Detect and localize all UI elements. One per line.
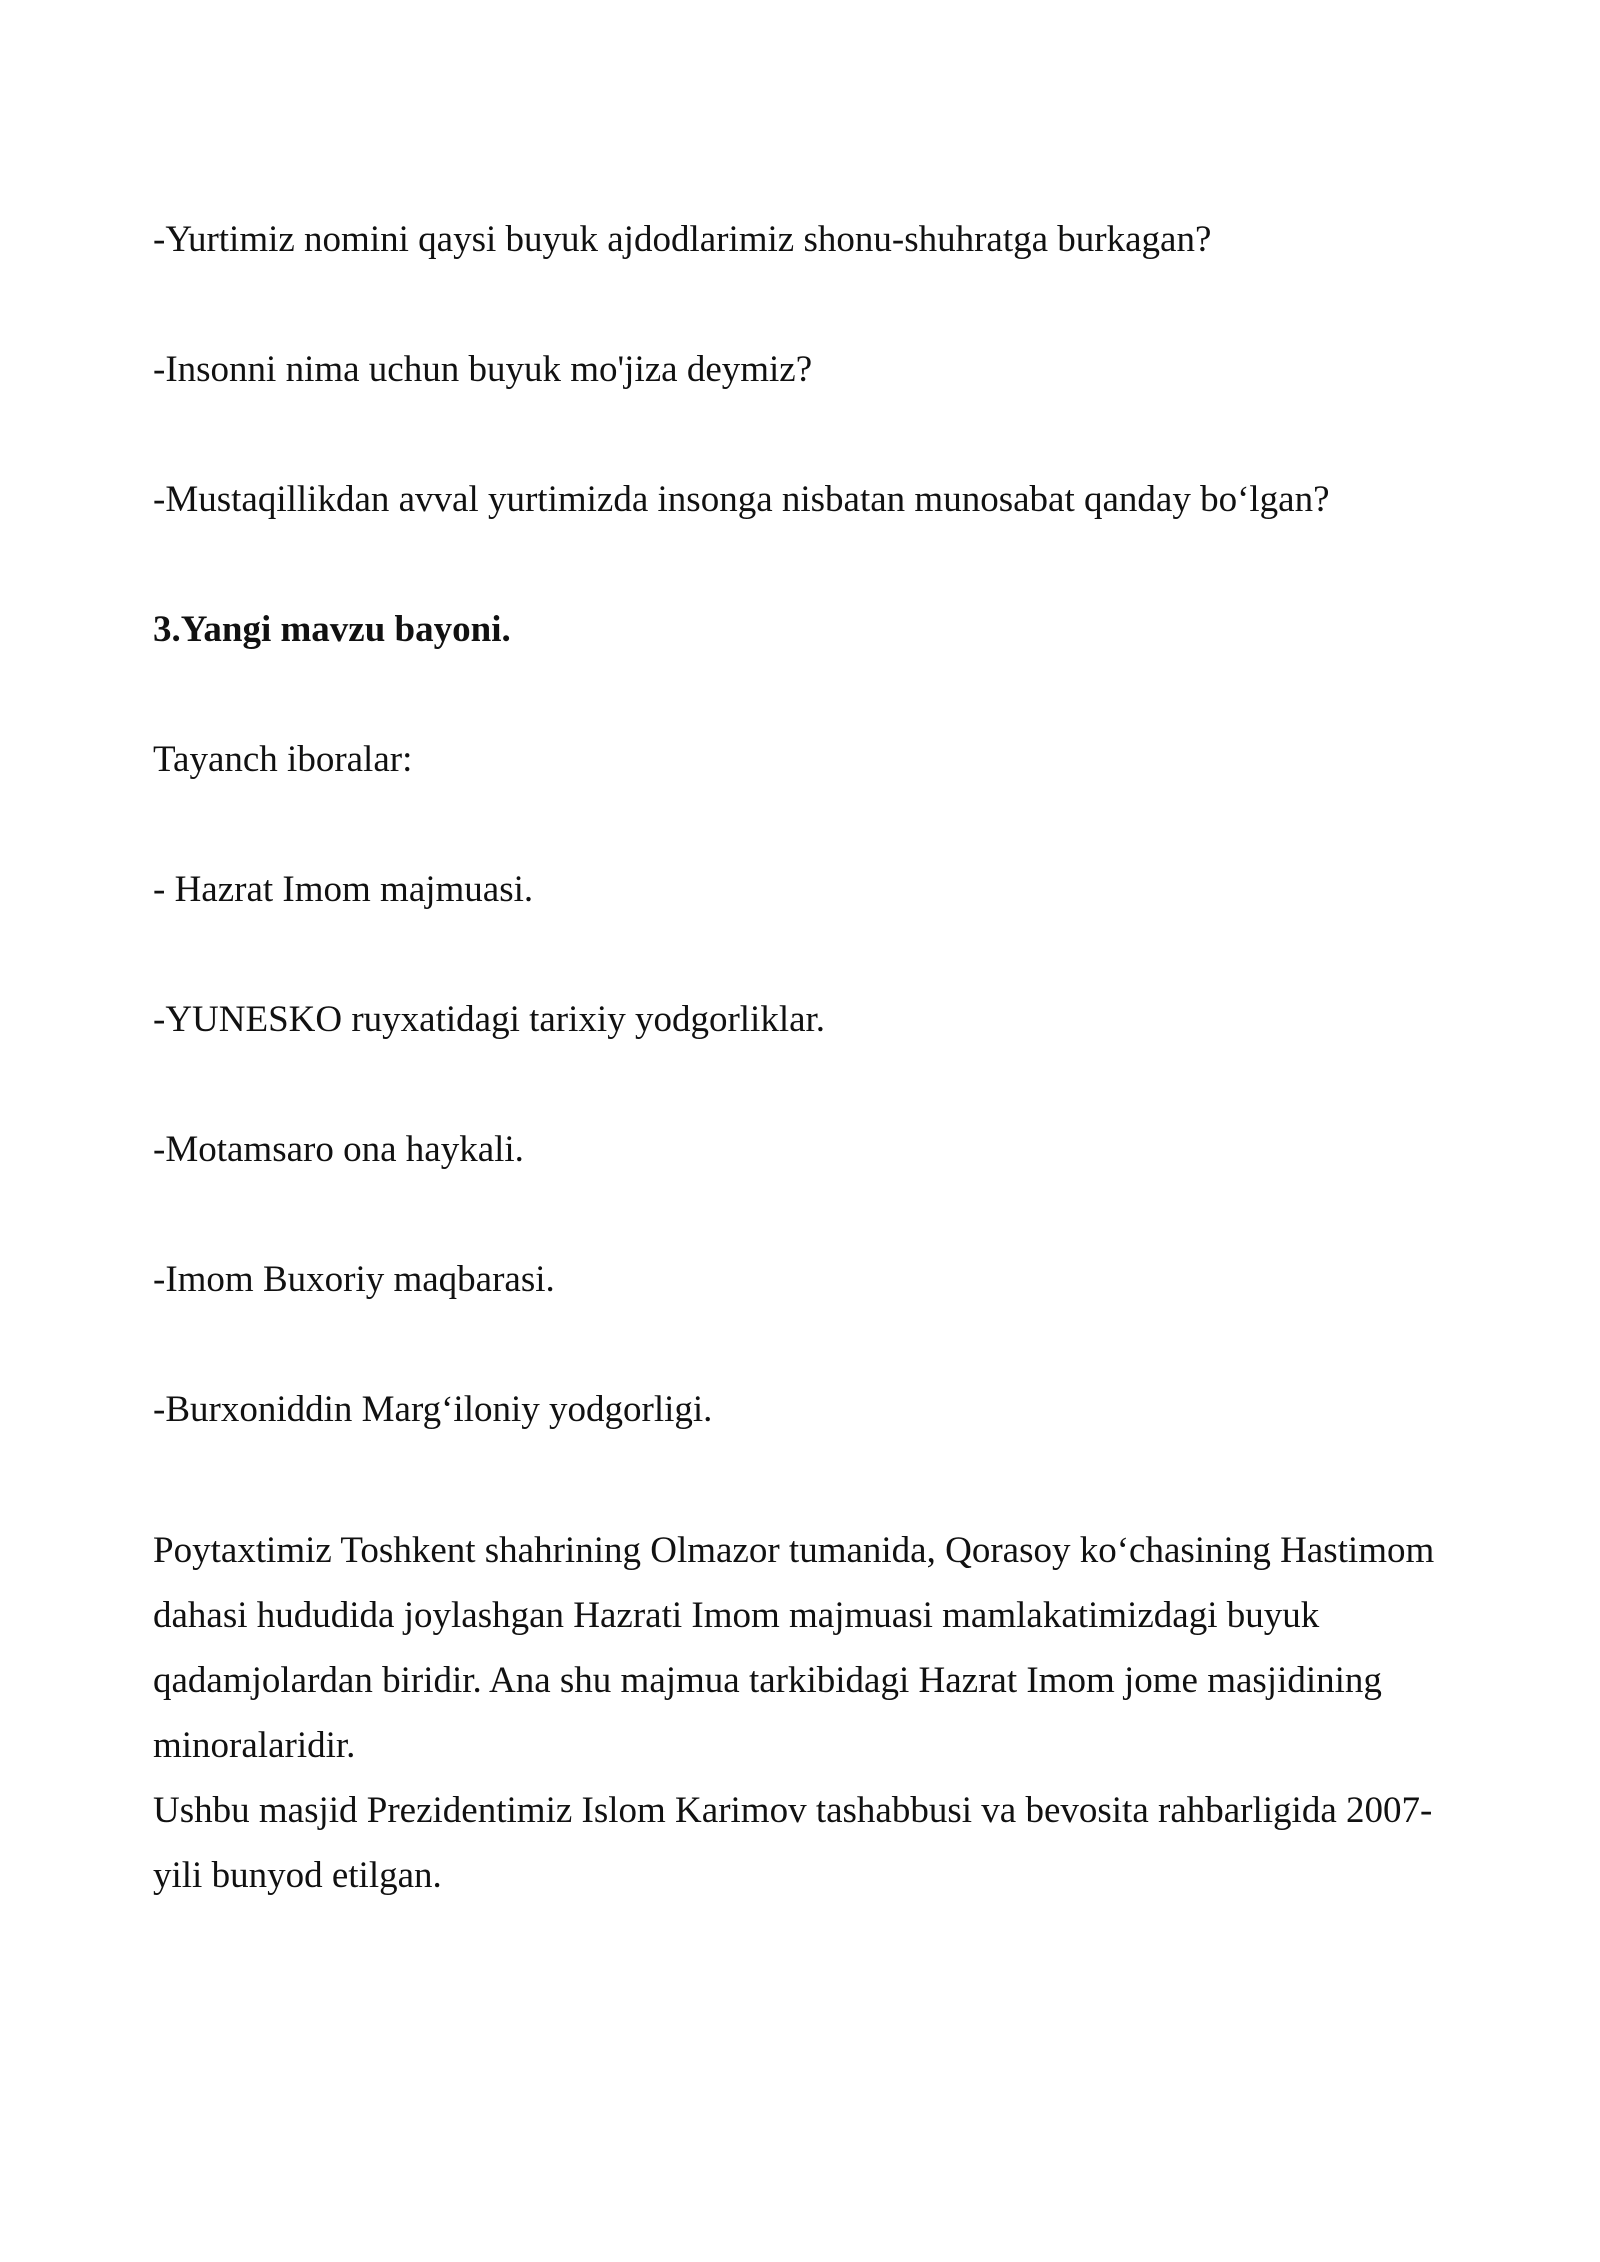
paragraph-line: minoralaridir. xyxy=(153,1725,356,1766)
paragraph-line: Poytaxtimiz Toshkent shahrining Olmazor tumanida, Qorasoy ko‘chasining Hastimom xyxy=(153,1530,1435,1571)
question-1: -Yurtimiz nomini qaysi buyuk ajdodlarimiz shonu-shuhratga burkagan? xyxy=(153,219,1212,260)
key-phrase-item: -Motamsaro ona haykali. xyxy=(153,1129,524,1170)
question-3: -Mustaqillikdan avval yurtimizda insonga nisbatan munosabat qanday bo‘lgan? xyxy=(153,479,1330,520)
paragraph-line: Ushbu masjid Prezidentimiz Islom Karimov tashabbusi va bevosita rahbarligida 2007- xyxy=(153,1790,1433,1831)
section-heading: 3.Yangi mavzu bayoni. xyxy=(153,609,511,650)
key-phrase-item: - Hazrat Imom majmuasi. xyxy=(153,869,534,910)
body-paragraph xyxy=(153,1518,1493,1908)
key-phrases-label: Tayanch iboralar: xyxy=(153,739,413,780)
question-2: -Insonni nima uchun buyuk mo'jiza deymiz? xyxy=(153,349,813,390)
paragraph-line: qadamjolardan biridir. Ana shu majmua tarkibidagi Hazrat Imom jome masjidining xyxy=(153,1660,1382,1701)
key-phrase-item: -Burxoniddin Marg‘iloniy yodgorligi. xyxy=(153,1389,713,1430)
paragraph-line: yili bunyod etilgan. xyxy=(153,1855,442,1896)
paragraph-line: dahasi hududida joylashgan Hazrati Imom majmuasi mamlakatimizdagi buyuk xyxy=(153,1595,1320,1636)
key-phrase-item: -YUNESKO ruyxatidagi tarixiy yodgorliklar. xyxy=(153,999,826,1040)
key-phrase-item: -Imom Buxoriy maqbarasi. xyxy=(153,1259,555,1300)
